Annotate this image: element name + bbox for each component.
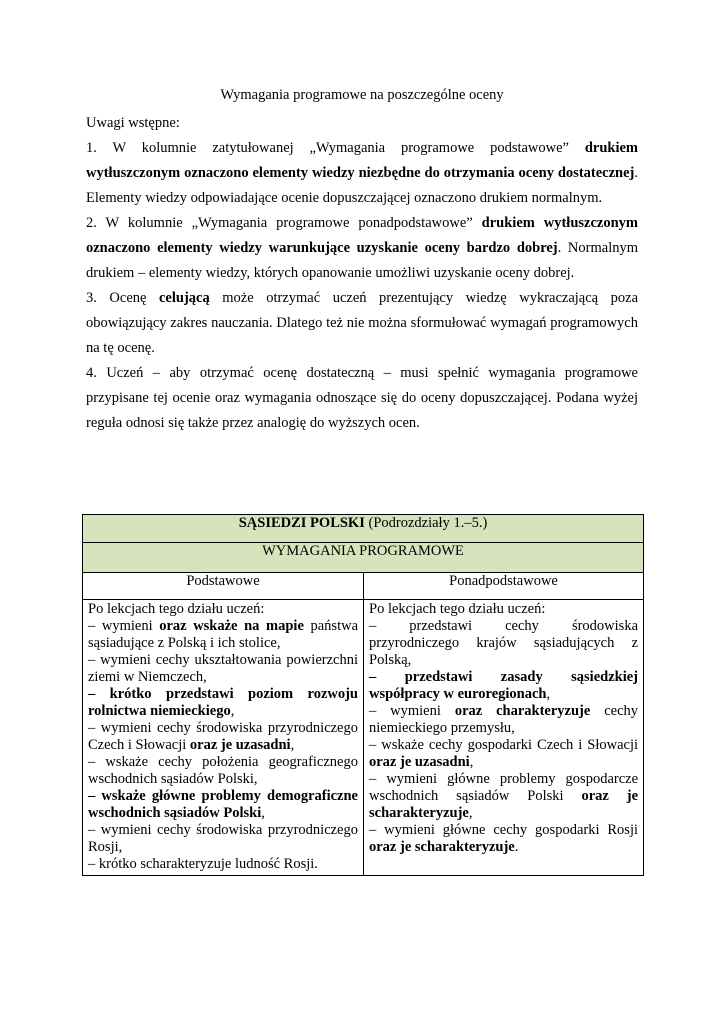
basic-requirements-cell	[83, 600, 364, 876]
list-item: Po lekcjach tego działu uczeń:	[369, 601, 546, 617]
list-item: – wymieni oraz wskaże na mapie państwa sąsiadujące z Polską i ich stolice,	[88, 618, 359, 651]
note-3: 3. Ocenę celującą może otrzymać uczeń prezentujący wiedzę wykraczającą poza obowiązujący zakres nauczania. Dlatego też nie można sformułować wymagań programowych na tę ocenę.	[86, 290, 639, 356]
column-header-advanced: Ponadpodstawowe	[364, 573, 644, 600]
note-2: 2. W kolumnie „Wymagania programowe ponadpodstawowe” drukiem wytłuszczonym oznaczono elementy wiedzy warunkujące uzyskanie oceny bardzo dobrej. Normalnym drukiem – elementy wiedzy, których opanowanie umożliwi uzyskanie oceny dobrej.	[86, 215, 638, 281]
intro-heading: Uwagi wstępne:	[86, 115, 180, 131]
advanced-requirements-cell	[364, 600, 644, 876]
list-item: – wskaże cechy położenia geograficznego wschodnich sąsiadów Polski,	[88, 754, 358, 787]
list-item: – wskaże cechy gospodarki Czech i Słowacji oraz je uzasadni,	[369, 737, 639, 770]
list-item: – wymieni główne cechy gospodarki Rosji oraz je scharakteryzuje.	[369, 822, 639, 855]
list-item: – przedstawi cechy środowiska przyrodniczego krajów sąsiadujących z Polską,	[369, 618, 639, 668]
list-item: – krótko scharakteryzuje ludność Rosji.	[88, 856, 318, 872]
list-item: – wymieni oraz charakteryzuje cechy niemieckiego przemysłu,	[369, 703, 639, 736]
note-1: 1. W kolumnie zatytułowanej „Wymagania programowe podstawowe” drukiem wytłuszczonym oznaczono elementy wiedzy niezbędne do otrzymania oceny dostatecznej. Elementy wiedzy odpowiadające ocenie dopuszczającej oznaczono drukiem normalnym.	[86, 140, 639, 206]
list-item: – wymieni główne problemy gospodarcze wschodnich sąsiadów Polski oraz je scharakteryzuje,	[369, 771, 639, 821]
list-item: – wymieni cechy środowiska przyrodniczego Rosji,	[88, 822, 358, 855]
page-title: Wymagania programowe na poszczególne oceny	[220, 87, 504, 103]
list-item: – krótko przedstawi poziom rozwoju rolnictwa niemieckiego,	[88, 686, 358, 719]
requirements-table	[82, 514, 644, 876]
list-item: – wskaże główne problemy demograficzne wschodnich sąsiadów Polski,	[88, 788, 358, 821]
list-item: – wymieni cechy środowiska przyrodniczego Czech i Słowacji oraz je uzasadni,	[88, 720, 358, 753]
note-4: 4. Uczeń – aby otrzymać ocenę dostateczną – musi spełnić wymagania programowe przypisane tej ocenie oraz wymagania odnoszące się do oceny dopuszczającej. Podana wyżej reguła odnosi się także przez analogię do wyższych ocen.	[86, 365, 638, 431]
intro-notes	[86, 111, 638, 436]
section-title: SĄSIEDZI POLSKI (Podrozdziały 1.–5.)	[83, 515, 644, 543]
requirements-header: WYMAGANIA PROGRAMOWE	[83, 543, 644, 573]
list-item: Po lekcjach tego działu uczeń:	[88, 601, 265, 617]
list-item: – przedstawi zasady sąsiedzkiej współpracy w euroregionach,	[369, 669, 639, 702]
column-header-basic: Podstawowe	[83, 573, 364, 600]
list-item: – wymieni cechy ukształtowania powierzchni ziemi w Niemczech,	[88, 652, 358, 685]
